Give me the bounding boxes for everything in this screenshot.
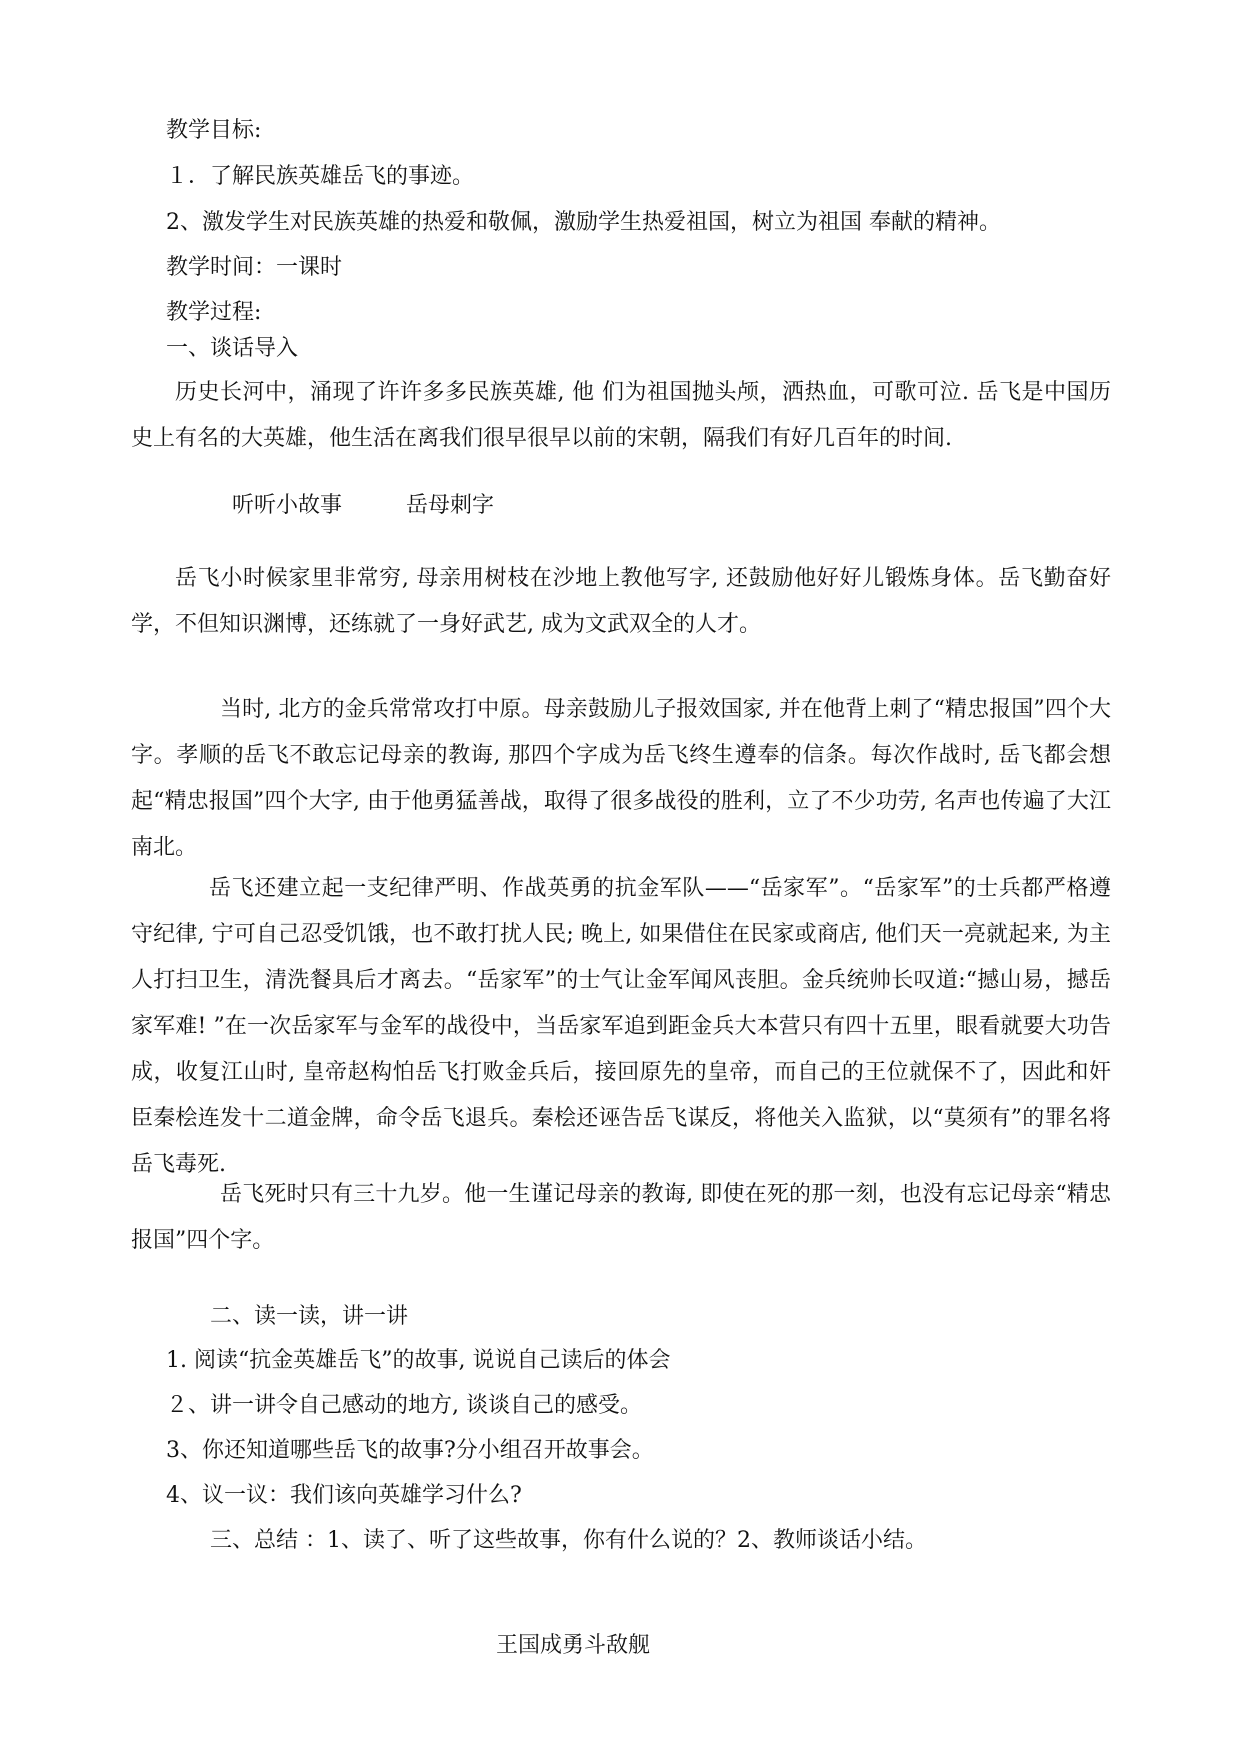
goal-1: １．了解民族英雄岳飞的事迹。: [166, 164, 475, 189]
question-2: ２、讲一讲令自己感动的地方, 谈谈自己的感受。: [166, 1393, 642, 1418]
section-1-title: 一、谈话导入: [166, 336, 299, 361]
story-paragraph-2: [131, 687, 1111, 871]
question-1: 1. 阅读“抗金英雄岳飞”的故事, 说说自己读后的体会: [166, 1348, 671, 1373]
story-heading-right: 岳母刺字: [406, 493, 495, 518]
question-3: 3、你还知道哪些岳飞的故事?分小组召开故事会。: [166, 1438, 654, 1463]
intro-paragraph: [131, 370, 1111, 462]
teaching-time: 教学时间：一课时: [166, 255, 343, 280]
teaching-process: 教学过程:: [166, 300, 262, 325]
story-paragraph-3: [131, 866, 1111, 1188]
footer-title: 王国成勇斗敌舰: [496, 1633, 651, 1658]
story-p2-text: 当时, 北方的金兵常常攻打中原。母亲鼓励儿子报效国家, 并在他背上刺了“精忠报国”四个大字。孝顺的岳飞不敢忘记母亲的教诲, 那四个字成为岳飞终生遵奉的信条。每次作战时, 岳飞都会想起“精忠报国”四个大字, 由于他勇猛善战，取得了很多战役的胜利，立了不少功劳, 名声也传遍了大江南北。: [131, 697, 1111, 860]
section-3-summary: 三、总结 ：1、读了、听了这些故事，你有什么说的？2、教师谈话小结。: [210, 1528, 927, 1553]
story-p3-text: 岳飞还建立起一支纪律严明、作战英勇的抗金军队——“岳家军”。“岳家军”的士兵都严格遵守纪律, 宁可自己忍受饥饿，也不敢打扰人民; 晚上, 如果借住在民家或商店, 他们天一亮就起来, 为主人打扫卫生，清洗餐具后才离去。“岳家军”的士气让金军闻风丧胆。金兵统帅长叹道:“撼山易，撼岳家军难! ”在一次岳家军与金军的战役中，当岳家军追到距金兵大本营只有四十五里，眼看就要大功告成，收复江山时, 皇帝赵构怕岳飞打败金兵后，接回原先的皇帝，而自己的王位就保不了，因此和奸臣秦桧连发十二道金牌，命令岳飞退兵。秦桧还诬告岳飞谋反，将他关入监狱，以“莫须有”的罪名将岳飞毒死.: [131, 876, 1111, 1177]
section-2-title: 二、读一读，讲一讲: [210, 1304, 409, 1329]
story-p4-text: 岳飞死时只有三十九岁。他一生谨记母亲的教诲, 即使在死的那一刻，也没有忘记母亲“精忠报国”四个字。: [131, 1182, 1111, 1253]
story-heading-left: 听听小故事: [232, 493, 343, 518]
story-paragraph-1: [131, 556, 1111, 648]
question-4: 4、议一议：我们该向英雄学习什么?: [166, 1483, 522, 1508]
goals-title: 教学目标:: [166, 118, 262, 143]
intro-text: 历史长河中，涌现了许许多多民族英雄, 他 们为祖国抛头颅，洒热血，可歌可泣. 岳飞是中国历史上有名的大英雄，他生活在离我们很早很早以前的宋朝，隔我们有好几百年的时间.: [131, 380, 1111, 451]
story-p1-text: 岳飞小时候家里非常穷, 母亲用树枝在沙地上教他写字, 还鼓励他好好儿锻炼身体。岳飞勤奋好学，不但知识渊博，还练就了一身好武艺, 成为文武双全的人才。: [131, 566, 1111, 637]
story-paragraph-4: [131, 1172, 1111, 1264]
goal-2: 2、激发学生对民族英雄的热爱和敬佩，激励学生热爱祖国，树立为祖国 奉献的精神。: [166, 210, 1001, 235]
